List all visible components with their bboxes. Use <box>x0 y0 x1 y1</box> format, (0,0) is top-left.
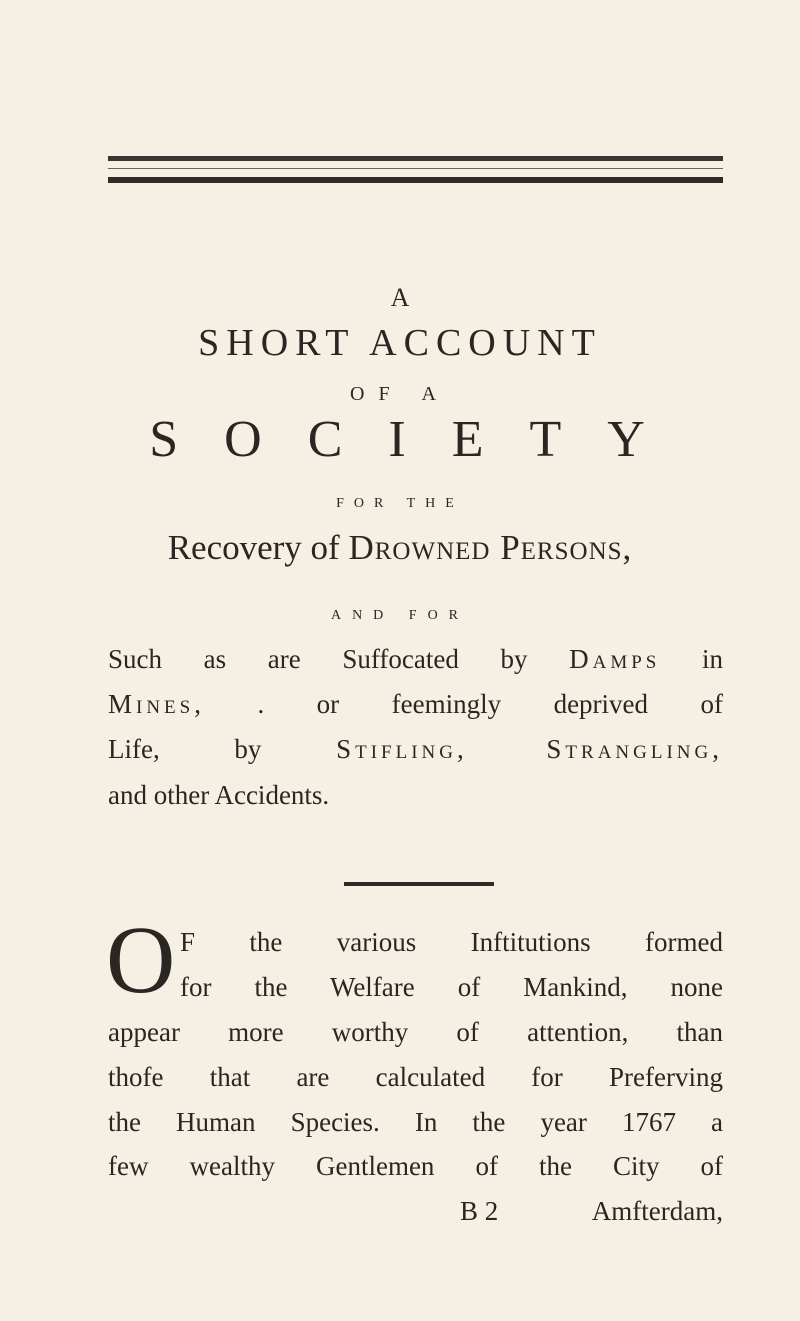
top-rule-thin <box>108 156 723 161</box>
body-line-4: thofe that are calculated for Preferving <box>108 1062 723 1092</box>
subtitle-line-4: and other Accidents. <box>108 780 330 810</box>
body-line-2: for the Welfare of Mankind, none <box>180 972 723 1002</box>
subtitle-text: Life, by <box>108 734 337 764</box>
title-drowned-persons: Drowned Persons, <box>348 528 633 567</box>
title-of-a: OF A <box>350 383 450 405</box>
subtitle-text: Such as are Suffocated by <box>108 644 570 674</box>
subtitle-mines: Mines, <box>108 689 205 719</box>
title-recovery-plain: Recovery of <box>167 528 349 567</box>
title-short-account: SHORT ACCOUNT <box>198 322 602 364</box>
title-and-for: AND FOR <box>330 608 470 623</box>
section-rule <box>344 882 494 886</box>
top-rule-hairline <box>108 168 723 169</box>
signature-mark: B 2 <box>460 1196 499 1226</box>
subtitle-line-1 <box>108 644 723 675</box>
subtitle-damps: Damps <box>569 644 661 674</box>
body-line-1: F the various Inftitutions formed <box>180 927 723 957</box>
body-line-6: few wealthy Gentlemen of the City of <box>108 1151 723 1181</box>
subtitle-stifling-strangling: Stifling, Strangling, <box>336 734 723 764</box>
title-for-the: FOR THE <box>336 496 464 511</box>
drop-cap: O <box>106 906 176 1013</box>
subtitle-text: in <box>660 644 723 674</box>
subtitle-line-2 <box>108 689 723 720</box>
title-society: SOCIETY <box>149 411 691 468</box>
subtitle-line-3 <box>108 734 723 765</box>
body-line-3: appear more worthy of attention, than <box>108 1017 723 1047</box>
title-recovery <box>0 528 800 568</box>
top-rule-thick <box>108 177 723 183</box>
subtitle-text: . or feemingly deprived of <box>204 689 723 719</box>
catchword: Amfterdam, <box>591 1196 723 1226</box>
body-line-5: the Human Species. In the year 1767 a <box>108 1107 723 1137</box>
title-article: A <box>390 283 410 312</box>
